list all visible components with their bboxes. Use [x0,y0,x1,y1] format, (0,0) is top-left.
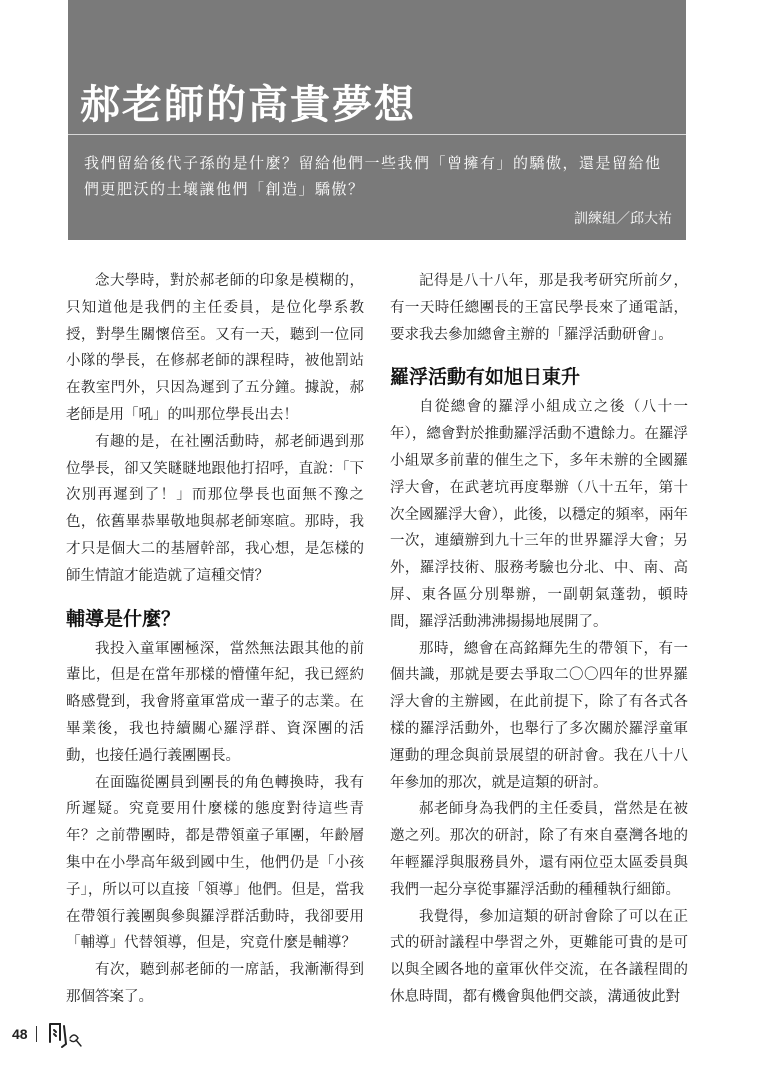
paragraph: 自從總會的羅浮小組成立之後（八十一年），總會對於推動羅浮活動不遺餘力。在羅浮小組眾多前輩的催生之下，多年未辦的全國羅浮大會，在武荖坑再度舉辦（八十五年，第十次全國羅浮大會），此後，以穩定的頻率，兩年一次，連續辦到九十三年的世界羅浮大會；另外，羅浮技術、服務考驗也分北、中、南、高屏、東各區分別舉辦，一副朝氣蓬勃，頓時間，羅浮活動沸沸揚揚地展開了。 [390,399,688,630]
article-title: 郝老師的高貴夢想 [80,81,416,128]
paragraph: 我覺得，參加這類的研討會除了可以在正式的研討議程中學習之外，更難能可貴的是可以與全國各地的童軍伙伴交流，在各議程間的休息時間，都有機會與他們交談，溝通彼此對 [390,908,688,1005]
paragraph: 記得是八十八年，那是我考研究所前夕，有一天時任總團長的王富民學長來了通電話，要求我去參加總會主辦的「羅浮活動研會」。 [390,273,688,343]
article-author: 訓練組／邱大祐 [574,211,672,227]
paragraph: 在面臨從團員到團長的角色轉換時，我有所遲疑。究竟要用什麼樣的態度對待這些青年？之前帶團時，都是帶領童子軍團，年齡層集中在小學高年級到國中生，他們仍是「小孩子」，所以可以直接「領導」他們。但是，當我在帶領行義團與參與羅浮群活動時，我卻要用「輔導」代替領導，但是，究竟什麼是輔導？ [66,774,364,952]
paragraph: 我投入童軍團極深，當然無法跟其他的前輩比，但是在當年那樣的懵懂年紀，我已經約略感覺到，我會將童軍當成一輩子的志業。在畢業後，我也持續關心羅浮群、資深團的活動，也接任過行義團團長。 [66,640,364,764]
paragraph: 有趣的是，在社團活動時，郝老師遇到那位學長，卻又笑瞇瞇地跟他打招呼，直說：「下次別再遲到了！」而那位學長也面無不豫之色，依舊畢恭畢敬地與郝老師寒暄。那時，我才只是個大二的基層幹部，我心想，是怎樣的師生情誼才能造就了這種交情？ [66,433,364,584]
page-number-divider [36,1026,37,1042]
article-subtitle: 我們留給後代子孫的是什麼？留給他們一些我們「曾擁有」的驕傲，還是留給他們更肥沃的土壤讓他們「創造」驕傲？ [84,154,662,198]
right-column [390,268,688,1011]
paragraph: 念大學時，對於郝老師的印象是模糊的，只知道他是我們的主任委員，是位化學系教授，對學生關懷倍至。又有一天，聽到一位同小隊的學長，在修郝老師的課程時，被他罰站在教室門外，只因為遲到了五分鐘。據說，郝老師是用「吼」的叫那位學長出去！ [66,273,364,423]
left-column [66,268,364,1011]
paragraph: 那時，總會在高銘輝先生的帶領下，有一個共識，那就是要去爭取二〇〇四年的世界羅浮大會的主辦國，在此前提下，除了有各式各樣的羅浮活動外，也舉行了多次關於羅浮童軍運動的理念與前景展望的研討會。我在八十八年參加的那次，就是這類的研討。 [390,640,688,791]
paragraph: 郝老師身為我們的主任委員，當然是在被邀之列。那次的研討，除了有來自臺灣各地的年輕羅浮與服務員外，還有兩位亞太區委員與我們一起分享從事羅浮活動的種種執行細節。 [390,801,688,898]
magazine-logo-icon [44,1020,84,1050]
title-divider [68,134,686,135]
paragraph: 有次，聽到郝老師的一席話，我漸漸得到那個答案了。 [66,962,364,1005]
page-number: 48 [12,1026,28,1042]
section-heading: 輔導是什麼？ [66,607,181,630]
section-heading: 羅浮活動有如旭日東升 [390,366,581,389]
